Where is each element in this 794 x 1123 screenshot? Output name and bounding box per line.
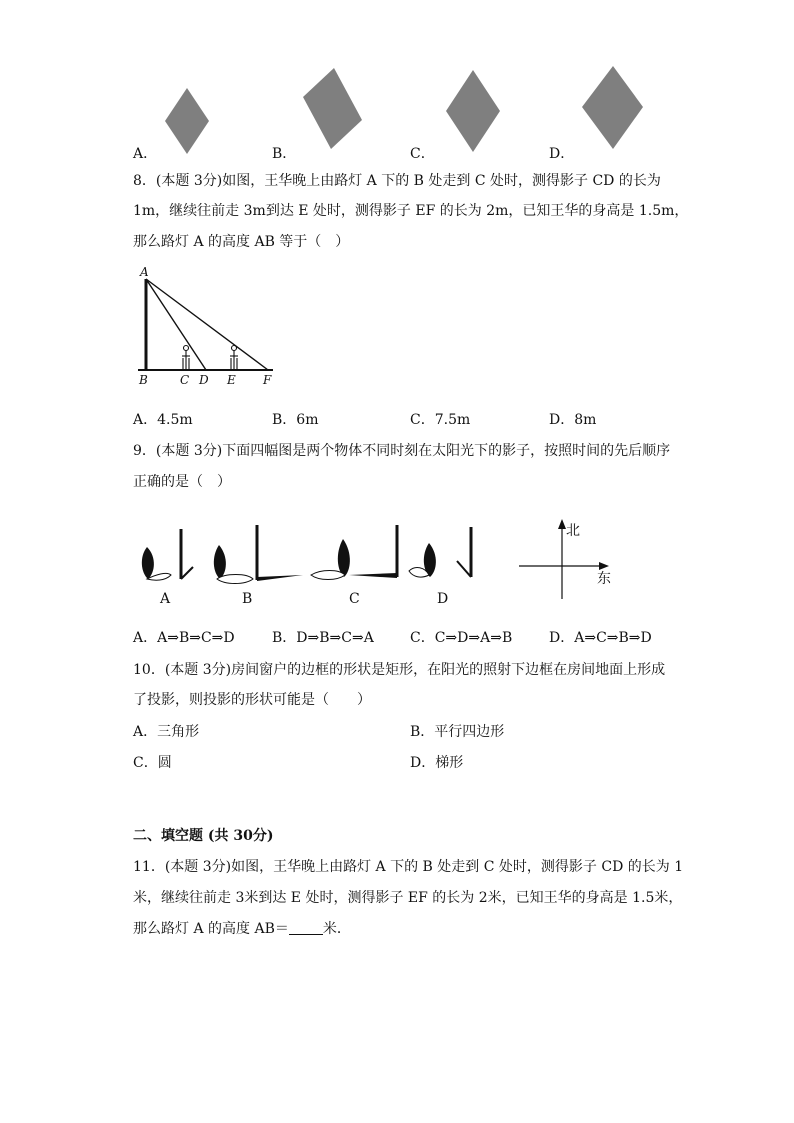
q10-text-line2: 了投影，则投影的形状可能是（ ） (133, 692, 371, 708)
q10-text-line1: 10．(本题 3分)房间窗户的边框的形状是矩形，在阳光的照射下边框在房间地面上形成 (133, 662, 666, 678)
q9-option-b[interactable]: B．D⇒B⇒C⇒A (272, 630, 374, 646)
q7-shape-d (582, 66, 643, 149)
q8-option-c[interactable]: C．7.5m (410, 412, 471, 428)
q10-option-c[interactable]: C．圆 (133, 755, 172, 771)
q9-text-line2: 正确的是（ ） (133, 474, 231, 490)
person-at-e (230, 346, 238, 371)
person-at-c (182, 346, 190, 371)
shadow-scene-d (409, 527, 471, 577)
label-f: F (263, 373, 272, 387)
q11-answer-blank[interactable] (289, 920, 323, 935)
q8-option-d[interactable]: D．8m (549, 412, 597, 428)
q11-line3-suffix: 米． (322, 921, 351, 937)
q7-option-b[interactable]: B． (272, 146, 297, 162)
shadow-scene-b (214, 525, 303, 584)
q9-option-a[interactable]: A．A⇒B⇒C⇒D (133, 630, 235, 646)
q10-option-b[interactable]: B．平行四边形 (410, 724, 505, 740)
q11-text-line2: 米，继续往前走 3米到达 E 处时，测得影子 EF 的长为 2米，已知王华的身高是 1.5米， (133, 890, 683, 906)
scene-label-c: C (349, 591, 360, 607)
shadow-scene-a (142, 529, 193, 580)
q9-option-d[interactable]: D．A⇒C⇒B⇒D (549, 630, 652, 646)
q8-option-a[interactable]: A．4.5m (133, 412, 193, 428)
label-b: B (139, 373, 148, 387)
label-c: C (180, 373, 190, 387)
q7-shapes (150, 60, 660, 160)
q10-option-d[interactable]: D．梯形 (410, 755, 464, 771)
label-d: D (199, 373, 209, 387)
q9-option-c[interactable]: C．C⇒D⇒A⇒B (410, 630, 513, 646)
q9-text-line1: 9．(本题 3分)下面四幅图是两个物体不同时刻在太阳光下的影子，按照时间的先后顺序 (133, 443, 671, 459)
ray-to-f (146, 279, 268, 370)
q8-text-line2: 1m，继续往前走 3m到达 E 处时，测得影子 EF 的长为 2m，已知王华的身高是 1.5m， (133, 203, 689, 219)
q7-shape-a (165, 88, 209, 154)
shadow-scene-c (311, 525, 397, 580)
q8-text-line1: 8．(本题 3分)如图，王华晚上由路灯 A 下的 B 处走到 C 处时，测得影子 CD 的长为 (133, 173, 661, 189)
scene-label-a: A (160, 591, 171, 607)
q11-text-line1: 11．(本题 3分)如图，王华晚上由路灯 A 下的 B 处走到 C 处时，测得影子 CD 的长为 1 (133, 859, 684, 875)
q7-option-d[interactable]: D． (549, 146, 575, 162)
compass-north-label: 北 (566, 523, 580, 539)
q8-figure (135, 262, 285, 392)
q8-option-b[interactable]: B．6m (272, 412, 319, 428)
label-e: E (227, 373, 236, 387)
q10-option-a[interactable]: A．三角形 (133, 724, 200, 740)
compass-east-label: 东 (597, 571, 611, 587)
q8-text-line3: 那么路灯 A 的高度 AB 等于（ ） (133, 234, 350, 250)
q7-shape-c (446, 70, 500, 152)
q7-shape-b (303, 68, 362, 149)
compass (519, 519, 609, 599)
q7-option-a[interactable]: A． (133, 146, 158, 162)
scene-label-d: D (437, 591, 449, 607)
scene-label-b: B (242, 591, 253, 607)
q9-figure (135, 515, 615, 610)
label-a: A (140, 265, 149, 279)
ray-to-d (146, 279, 206, 370)
section-title: 二、填空题 (共 30分) (133, 828, 274, 844)
q11-line3-prefix: 那么路灯 A 的高度 AB＝ (133, 921, 289, 937)
q7-option-c[interactable]: C． (410, 146, 435, 162)
q11-text-line3 (133, 919, 351, 939)
